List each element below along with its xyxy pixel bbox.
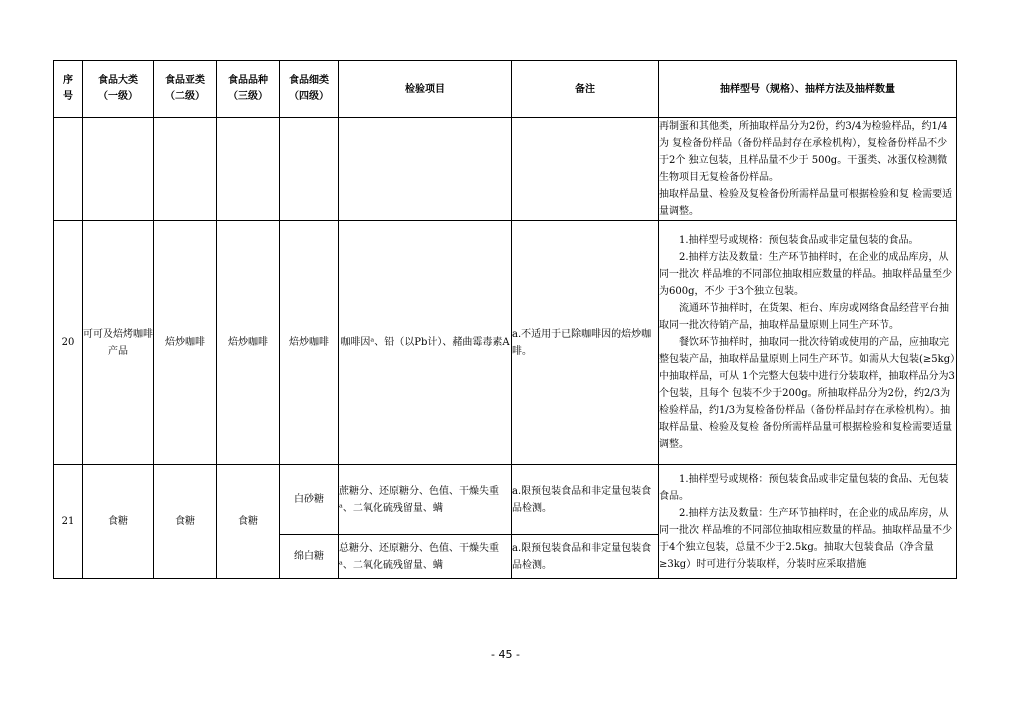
header-remark: 备注 bbox=[512, 61, 659, 118]
row-cat2: 焙炒咖啡 bbox=[154, 221, 217, 465]
sampling-cell: 1.抽样型号或规格：预包装食品或非定量包装的食品、无包装食品。 2.抽样方法及数量：生产环节抽样时，在企业的成品库房，从同一批次 样品堆的不同部位抽取相应数量的样品。抽取样品量不少于4个独立包装，总量不少于2.5kg。抽取大包装食品（净含量≥3kg）时可进行分装取样，分装时应采取措施 bbox=[659, 465, 957, 579]
sampling-cell: 1.抽样型号或规格：预包装食品或非定量包装的食品。 2.抽样方法及数量：生产环节抽样时，在企业的成品库房，从同一批次 样品堆的不同部位抽取相应数量的样品。抽取样品量至少为600g，不少 于3个独立包装。 流通环节抽样时，在货架、柜台、库房或网络食品经营平台抽取同一批次待销产品，抽取样品量原则上同生产环节。 餐饮环节抽样时，抽取同一批次待销或使用的产品，应抽取完整包装产品，抽取样品量原则上同生产环节。如需从大包装(≥5kg）中抽取样品，可从 1个完整大包装中进行分装取样，抽取样品分为3个包装，且每个 包装不少于200g。所抽取样品分为2份，约2/3为检验样品，约1/3为复检备份样品（备份样品封存在承检机构）。抽取样品量、检验及复检 备份所需样品量可根据检验和复检需要适量调整。 bbox=[659, 221, 957, 465]
header-cat2: 食品亚类 （二级） bbox=[154, 61, 217, 118]
row-cat1: 食糖 bbox=[83, 465, 154, 579]
row-remark: a.不适用于已除咖啡因的焙炒咖啡。 bbox=[512, 221, 659, 465]
table-row-continued bbox=[54, 118, 957, 221]
row-cat4: 绵白糖 bbox=[280, 535, 339, 579]
inspection-table bbox=[53, 60, 957, 579]
header-cat4: 食品细类 （四级） bbox=[280, 61, 339, 118]
page-number: - 45 - bbox=[491, 648, 520, 661]
row-cat3: 食糖 bbox=[217, 465, 280, 579]
row-items: 总糖分、还原糖分、色值、干燥失重ᵃ、二氧化硫残留量、螨 bbox=[339, 535, 512, 579]
row-cat4: 焙炒咖啡 bbox=[280, 221, 339, 465]
row-seq: 20 bbox=[54, 221, 83, 465]
header-cat1: 食品大类 （一级） bbox=[83, 61, 154, 118]
row-cat2: 食糖 bbox=[154, 465, 217, 579]
header-items: 检验项目 bbox=[339, 61, 512, 118]
row-items: 咖啡因ᵃ、铅（以Pb计）、赭曲霉毒素A bbox=[339, 221, 512, 465]
header-cat3: 食品品种 （三级） bbox=[217, 61, 280, 118]
table-row-20 bbox=[54, 221, 957, 465]
sampling-cell: 再制蛋和其他类，所抽取样品分为2份，约3/4为检验样品，约1/4为 复检备份样品（备份样品封存在承检机构），复检备份样品不少于2个 独立包装，且样品量不少于 500g。干蛋类、冰蛋仅检测微生物项目无复检备份样品。 抽取样品量、检验及复检备份所需样品量可根据检验和复 检需要适量调整。 bbox=[659, 118, 957, 221]
row-remark: a.限预包装食品和非定量包装食品检测。 bbox=[512, 465, 659, 535]
header-sampling: 抽样型号（规格）、抽样方法及抽样数量 bbox=[659, 61, 957, 118]
header-row bbox=[54, 61, 957, 118]
row-cat4: 白砂糖 bbox=[280, 465, 339, 535]
row-cat3: 焙炒咖啡 bbox=[217, 221, 280, 465]
table-row-21 bbox=[54, 465, 957, 535]
row-remark: a.限预包装食品和非定量包装食品检测。 bbox=[512, 535, 659, 579]
row-cat1: 可可及焙烤咖啡产品 bbox=[83, 221, 154, 465]
row-items: 蔗糖分、还原糖分、色值、干燥失重ᵃ、二氧化硫残留量、螨 bbox=[339, 465, 512, 535]
row-seq: 21 bbox=[54, 465, 83, 579]
header-seq: 序 号 bbox=[54, 61, 83, 118]
